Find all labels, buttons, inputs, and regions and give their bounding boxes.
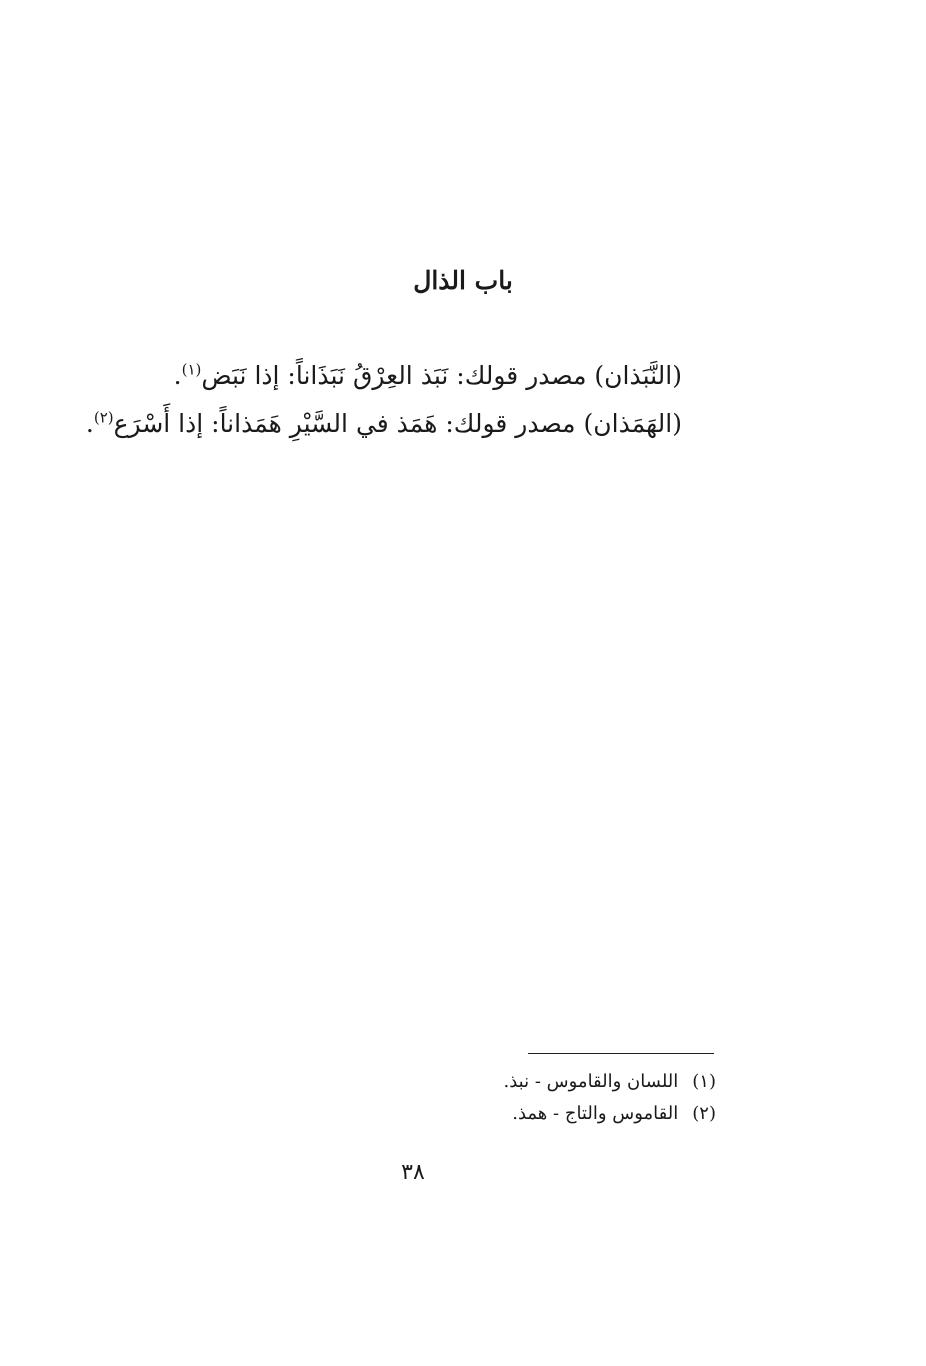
footnote-ref-1: (١) bbox=[181, 360, 202, 379]
page-number: ٣٨ bbox=[401, 1160, 425, 1185]
footnote-number: (٢) bbox=[692, 1103, 716, 1124]
entry-text: (الهَمَذان) مصدر قولك: هَمَذ في السَّيْرِ هَمَذاناً: إذا أَسْرَع bbox=[113, 409, 682, 438]
entries-block bbox=[85, 352, 682, 448]
entry-nabadhan bbox=[122, 352, 682, 400]
entry-text: (النَّبَذان) مصدر قولك: نَبَذ العِرْقُ نَبَذَاناً: إذا نَبَض bbox=[201, 361, 682, 390]
footnote-text: اللسان والقاموس - نبذ. bbox=[503, 1071, 679, 1092]
footnote-1 bbox=[504, 1066, 716, 1098]
footnote-text: القاموس والتاج - همذ. bbox=[512, 1103, 679, 1124]
footnote-2 bbox=[504, 1098, 716, 1130]
entry-end: . bbox=[85, 409, 94, 438]
footnotes bbox=[504, 1066, 716, 1130]
entry-end: . bbox=[173, 361, 182, 390]
entry-hamadhan bbox=[85, 400, 682, 448]
footnote-number: (١) bbox=[692, 1071, 716, 1092]
chapter-heading: باب الذال bbox=[413, 266, 513, 295]
footnote-ref-2: (٢) bbox=[93, 408, 114, 427]
footnote-separator bbox=[528, 1053, 714, 1054]
